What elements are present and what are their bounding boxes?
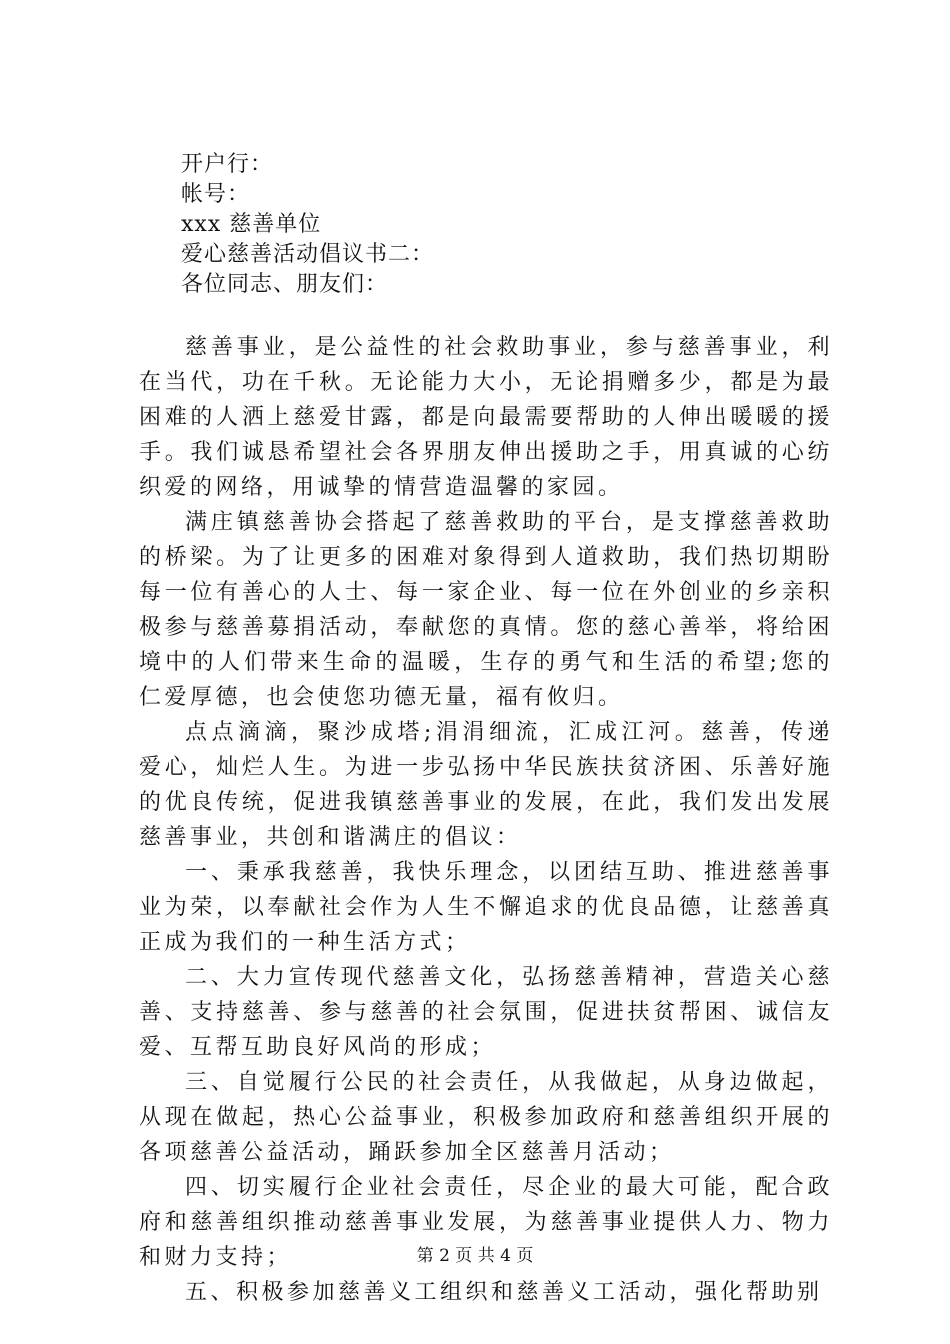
proposal-item-3: 三、自觉履行公民的社会责任，从我做起，从身边做起，从现在做起，热心公益事业，积极参加政府和慈善组织开展的各项慈善公益活动，踊跃参加全区慈善月活动； bbox=[139, 1070, 833, 1165]
salutation: 各位同志、朋友们： bbox=[181, 272, 389, 297]
proposal-item-5: 五、积极参加慈善义工组织和慈善义工活动，强化帮助别 bbox=[185, 1280, 823, 1305]
document-title: 爱心慈善活动倡议书二： bbox=[181, 242, 435, 267]
paragraph-appeal: 点点滴滴，聚沙成塔;涓涓细流，汇成江河。慈善，传递爱心，灿烂人生。为进一步弘扬中华民族扶贫济困、乐善好施的优良传统，促进我镇慈善事业的发展，在此，我们发出发展慈善事业，共创和谐满庄的倡议： bbox=[139, 720, 833, 850]
paragraph-association: 满庄镇慈善协会搭起了慈善救助的平台，是支撑慈善救助的桥梁。为了让更多的困难对象得到人道救助，我们热切期盼每一位有善心的人士、每一家企业、每一位在外创业的乡亲积极参与慈善募捐活动，奉献您的真情。您的慈心善举，将给困境中的人们带来生命的温暖，生存的勇气和生活的希望;您的仁爱厚德，也会使您功德无量，福有攸归。 bbox=[139, 510, 833, 710]
page-footer: 第 2 页 共 4 页 bbox=[416, 1246, 534, 1266]
proposal-item-4: 四、切实履行企业社会责任，尽企业的最大可能，配合政府和慈善组织推动慈善事业发展，为慈善事业提供人力、物力和财力支持； bbox=[139, 1175, 833, 1270]
proposal-item-2: 二、大力宣传现代慈善文化，弘扬慈善精神，营造关心慈善、支持慈善、参与慈善的社会氛围，促进扶贫帮困、诚信友爱、互帮互助良好风尚的形成； bbox=[139, 965, 833, 1060]
document-body bbox=[139, 330, 833, 1310]
proposal-item-1: 一、秉承我慈善，我快乐理念，以团结互助、推进慈善事业为荣，以奉献社会作为人生不懈追求的优良品德，让慈善真正成为我们的一种生活方式； bbox=[139, 860, 833, 955]
organization-name: xxx 慈善单位 bbox=[181, 212, 322, 237]
account-label: 帐号： bbox=[181, 182, 251, 207]
paragraph-intro: 慈善事业，是公益性的社会救助事业，参与慈善事业，利在当代，功在千秋。无论能力大小，无论捐赠多少，都是为最困难的人洒上慈爱甘露，都是向最需要帮助的人伸出暖暖的援手。我们诚恳希望社会各界朋友伸出援助之手，用真诚的心纺织爱的网络，用诚挚的情营造温馨的家园。 bbox=[139, 335, 833, 500]
bank-label: 开户行： bbox=[181, 152, 274, 177]
document-header-lines bbox=[181, 150, 821, 300]
